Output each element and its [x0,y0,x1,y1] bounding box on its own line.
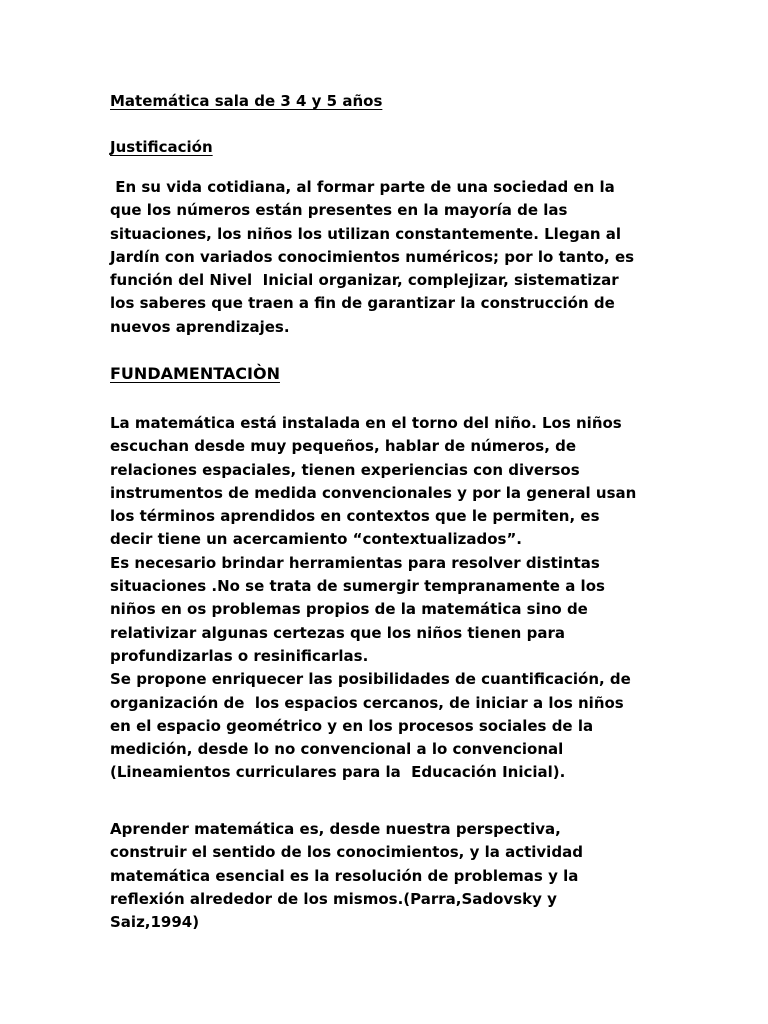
text-line: matemática esencial es la resolución de problemas y la [110,866,579,885]
text-line: relativizar algunas certezas que los niños tienen para [110,623,565,642]
text-line: medición, desde lo no convencional a lo convencional [110,740,564,759]
document-title: Matemática sala de 3 4 y 5 años [110,92,383,110]
heading-fundamentacion: FUNDAMENTACIÒN [110,364,280,383]
text-line: relaciones espaciales, tienen experiencias con diversos [110,460,580,479]
text-line: Aprender matemática es, desde nuestra perspectiva, [110,820,561,838]
text-line: función del Nivel Inicial organizar, complejizar, sistematizar [110,271,619,290]
text-line: los saberes que traen a fin de garantizar la construcción de [110,294,615,313]
text-line: instrumentos de medida convencionales y por la general usan [110,483,637,502]
text-line: Jardín con variados conocimientos numéricos; por lo tanto, es [110,247,635,266]
text-line: situaciones, los niños los utilizan constantemente. Llegan al [110,224,622,243]
text-line: los términos aprendidos en contextos que le permiten, es [110,507,600,526]
text-line: en el espacio geométrico y en los procesos sociales de la [110,716,594,735]
text-line: Saiz,1994) [110,913,200,932]
text-line: decir tiene un acercamiento “contextualizados”. [110,530,523,549]
text-line: La matemática está instalada en el torno del niño. Los niños [110,414,622,432]
text-line: (Lineamientos curriculares para la Educación Inicial). [110,763,566,782]
text-line: En su vida cotidiana, al formar parte de una sociedad en la [110,178,615,196]
text-line: Se propone enriquecer las posibilidades de cuantificación, de [110,670,631,689]
text-line: niños en os problemas propios de la matemática sino de [110,600,588,619]
justificacion-paragraph [110,176,670,339]
text-line: Es necesario brindar herramientas para resolver distintas [110,553,600,572]
text-line: nuevos aprendizajes. [110,317,290,336]
text-line: construir el sentido de los conocimientos, y la actividad [110,843,583,862]
text-line: profundizarlas o resinificarlas. [110,646,369,665]
text-line: situaciones .No se trata de sumergir tempranamente a los [110,577,605,596]
fundamentacion-paragraph [110,412,670,785]
text-line: escuchan desde muy pequeños, hablar de números, de [110,437,577,456]
text-line: reflexión alrededor de los mismos.(Parra,Sadovsky y [110,889,557,908]
text-line: organización de los espacios cercanos, de iniciar a los niños [110,693,624,712]
heading-justificacion: Justificación [110,138,213,156]
aprender-paragraph [110,818,670,934]
text-line: que los números están presentes en la mayoría de las [110,201,568,220]
